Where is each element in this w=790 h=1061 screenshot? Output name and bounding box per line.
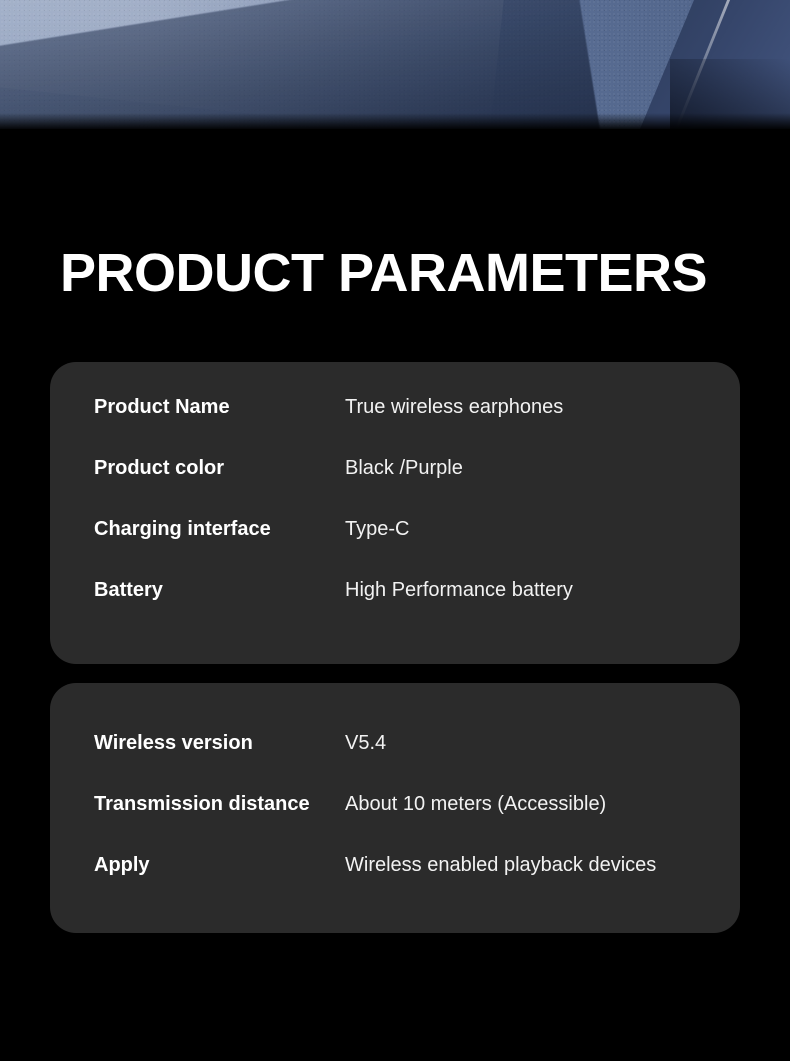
spec-row [50,518,740,579]
spec-label: Transmission distance [94,793,310,815]
spec-label: Product color [94,457,225,479]
spec-row [50,396,740,457]
spec-card-secondary [50,683,740,933]
spec-value: Black /Purple [345,457,463,479]
hero-bottom-fade [0,113,790,129]
spec-value: Type-C [345,518,410,540]
spec-value: V5.4 [345,732,387,754]
spec-row [50,854,740,915]
product-photo-banner [0,0,790,129]
spec-label: Battery [94,579,163,601]
spec-label: Apply [94,854,150,876]
spec-card-primary [50,362,740,664]
spec-value: High Performance battery [345,579,573,601]
spec-row [50,457,740,518]
spec-value: About 10 meters (Accessible) [345,793,607,815]
spec-row [50,793,740,854]
spec-row [50,579,740,640]
spec-value: Wireless enabled playback devices [345,854,657,876]
spec-label: Product Name [94,396,230,418]
spec-row [50,732,740,793]
spec-label: Wireless version [94,732,253,754]
spec-label: Charging interface [94,518,271,540]
page-title: PRODUCT PARAMETERS [60,243,708,303]
spec-value: True wireless earphones [345,396,564,418]
